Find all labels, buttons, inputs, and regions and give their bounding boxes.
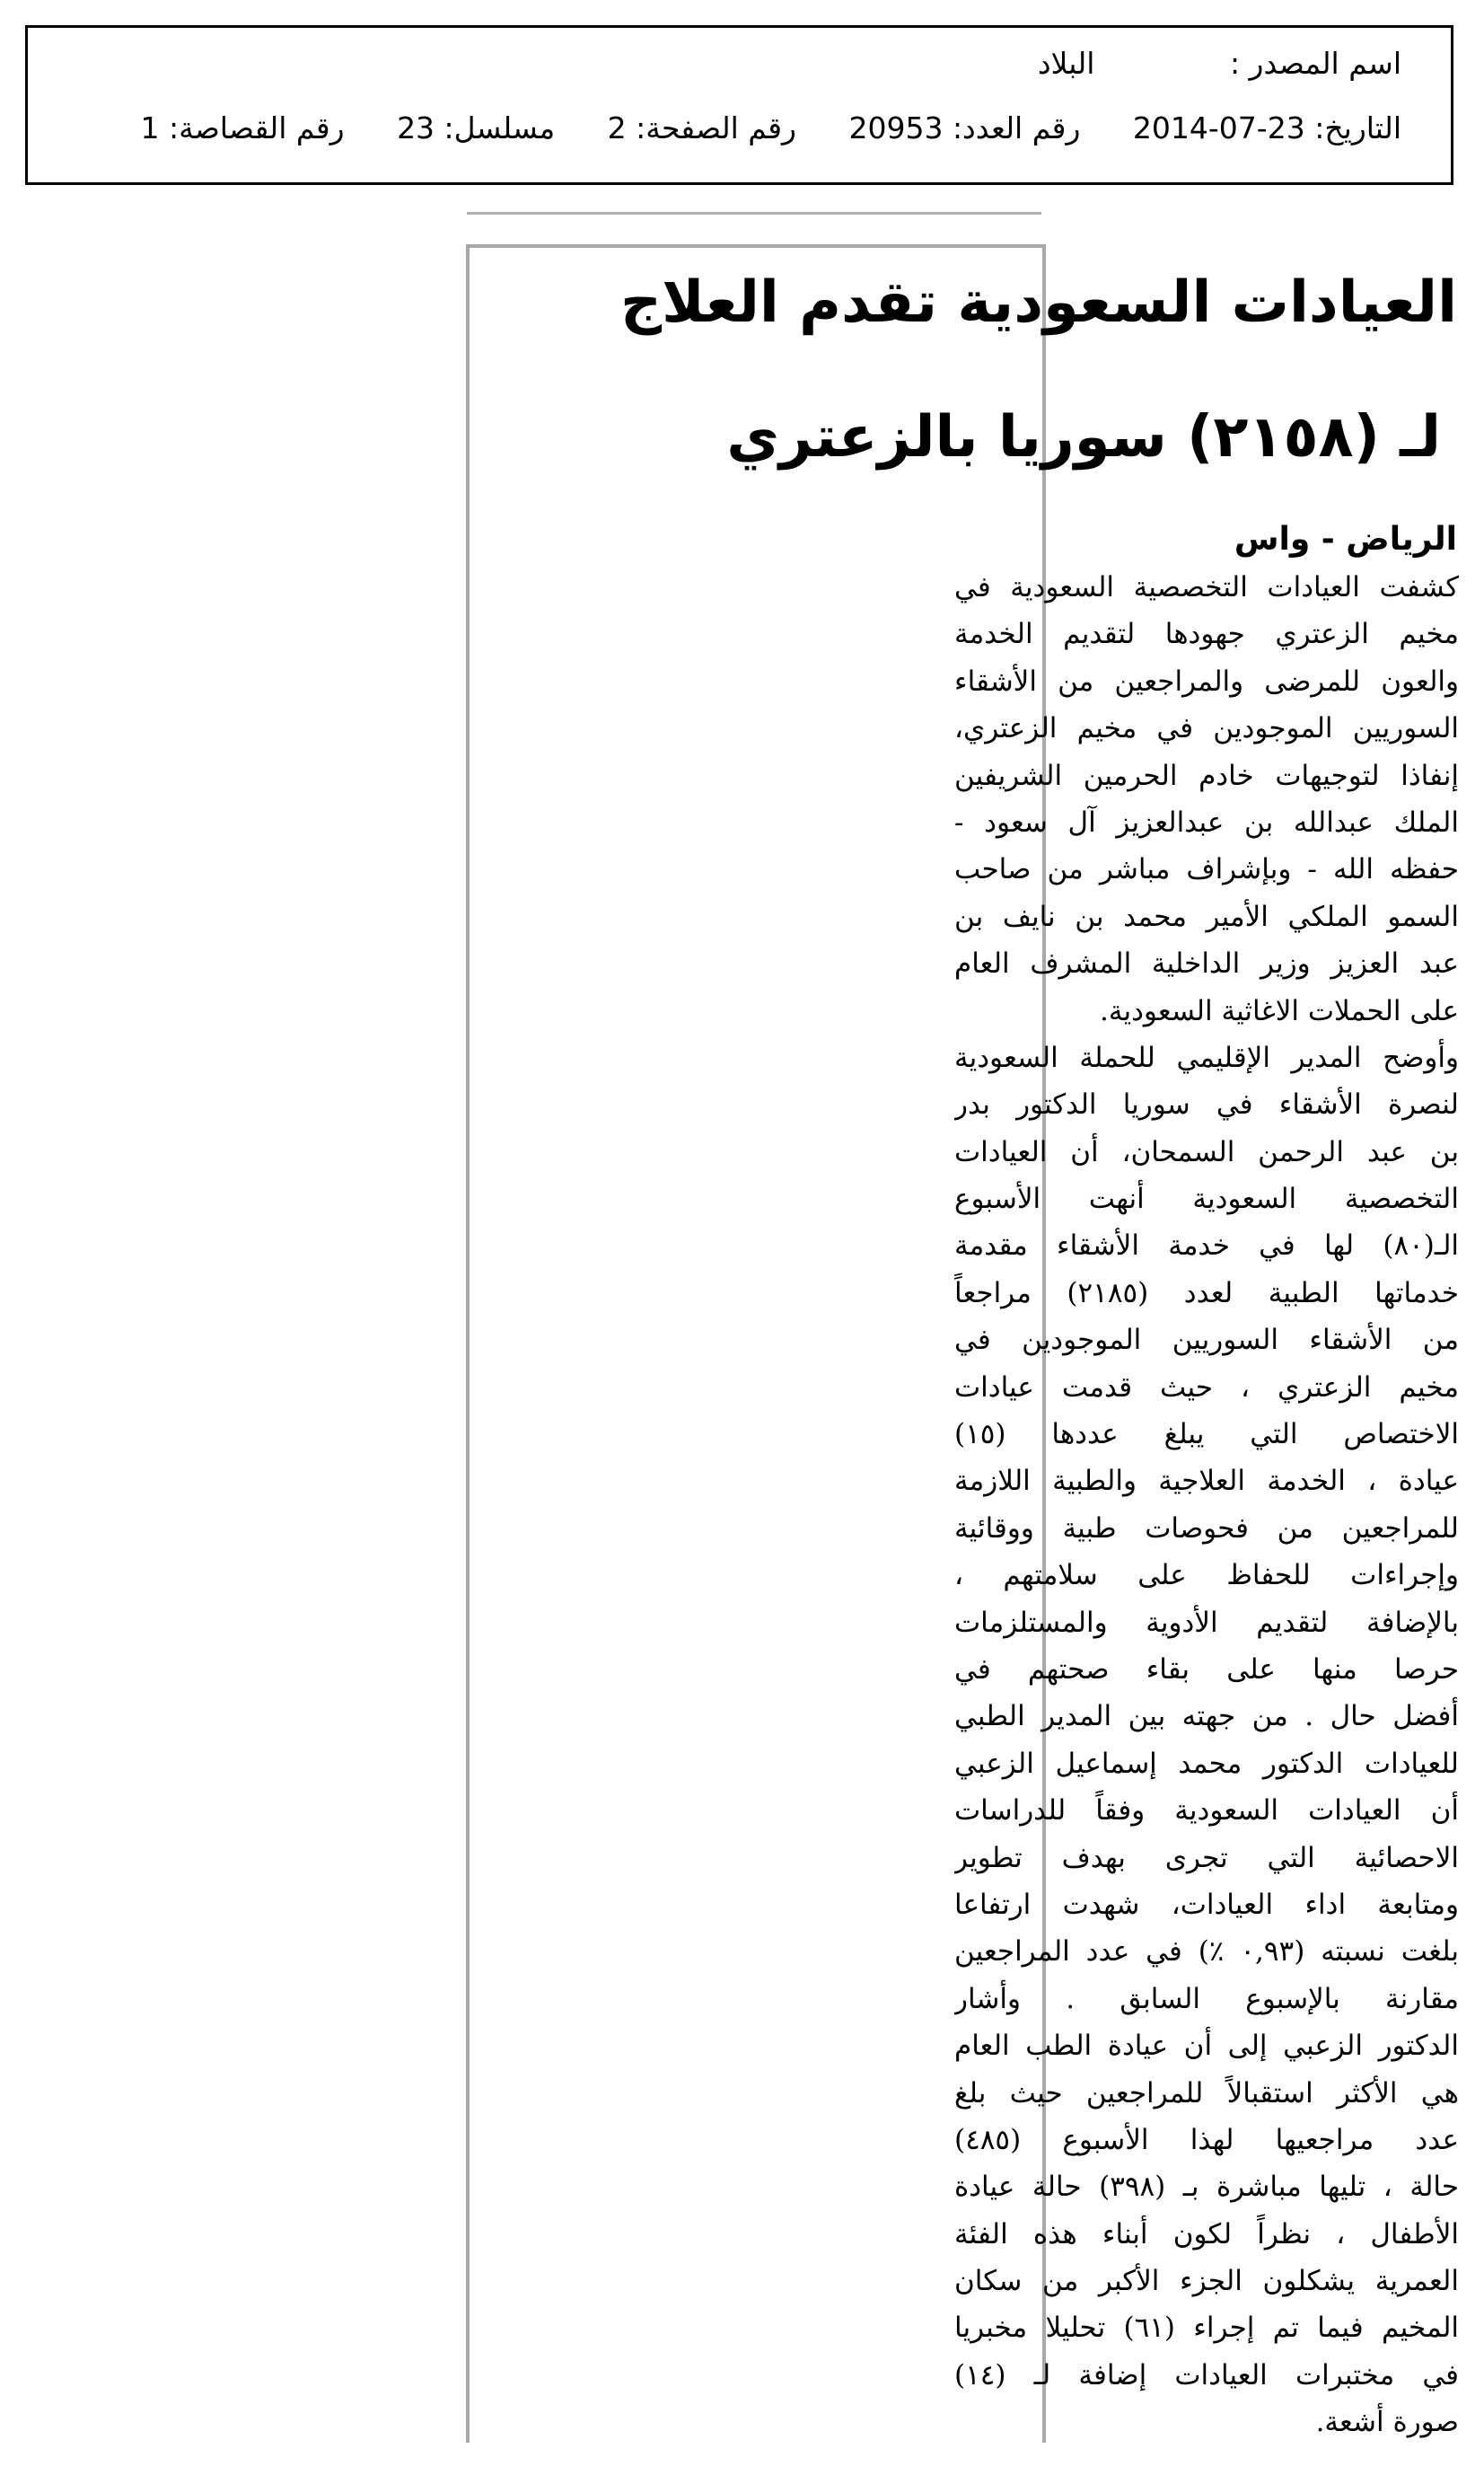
article-line: إنفاذا لتوجيهات خادم الحرمين الشريفين bbox=[954, 759, 1459, 792]
article-line: مقارنة بالإسبوع السابق . وأشار bbox=[954, 1982, 1459, 2015]
serial-number-field: مسلسل: 23 bbox=[397, 110, 556, 145]
article-line: بالإضافة لتقديم الأدوية والمستلزمات bbox=[954, 1606, 1459, 1639]
headline-line-1: العيادات السعودية تقدم العلاج bbox=[620, 269, 1457, 336]
article-line: أفضل حال . من جهته بين المدير الطبي bbox=[954, 1700, 1459, 1733]
article-line: للمراجعين من فحوصات طبية ووقائية bbox=[954, 1511, 1459, 1545]
article-body bbox=[954, 564, 1459, 2446]
article-line: والعون للمرضى والمراجعين من الأشقاء bbox=[954, 665, 1459, 698]
date-field: التاريخ: 23-07-2014 bbox=[1132, 110, 1401, 145]
article-line: بن عبد الرحمن السمحان، أن العيادات bbox=[954, 1135, 1459, 1168]
article-line: في مختبرات العيادات إضافة لـ (١٤) bbox=[954, 2358, 1459, 2391]
source-value: البلاد bbox=[1037, 46, 1095, 81]
article-line: عبد العزيز وزير الداخلية المشرف العام bbox=[954, 947, 1459, 981]
article-line: أن العيادات السعودية وفقاً للدراسات bbox=[954, 1794, 1459, 1828]
article-line: عدد مراجعيها لهذا الأسبوع (٤٨٥) bbox=[954, 2123, 1459, 2156]
article-line: الأطفال ، نظراً لكون أبناء هذه الفئة bbox=[954, 2217, 1459, 2250]
clip-number-field: رقم القصاصة: 1 bbox=[140, 110, 345, 145]
article-line: التخصصية السعودية أنهت الأسبوع bbox=[954, 1183, 1459, 1216]
article-line: خدماتها الطبية لعدد (٢١٨٥) مراجعاً bbox=[954, 1276, 1459, 1309]
article-line: الدكتور الزعبي إلى أن عيادة الطب العام bbox=[954, 2030, 1459, 2063]
article-line: كشفت العيادات التخصصية السعودية في bbox=[954, 571, 1459, 603]
clip-details-row bbox=[97, 110, 1401, 145]
divider-rule bbox=[467, 212, 1041, 215]
article-line: بلغت نسبته (٠,٩٣ ٪) في عدد المراجعين bbox=[954, 1935, 1459, 1969]
article-line: السمو الملكي الأمير محمد بن نايف بن bbox=[954, 900, 1459, 933]
issue-number-field: رقم العدد: 20953 bbox=[848, 110, 1081, 145]
article-line: من الأشقاء السوريين الموجودين في bbox=[954, 1324, 1459, 1357]
article-line: للعيادات الدكتور محمد إسماعيل الزعبي bbox=[954, 1747, 1459, 1780]
article-line: الاحصائية التي تجرى بهدف تطوير bbox=[954, 1841, 1459, 1874]
article-line: ومتابعة اداء العيادات، شهدت ارتفاعا bbox=[954, 1888, 1459, 1921]
article-line: المخيم فيما تم إجراء (٦١) تحليلا مخبريا bbox=[954, 2312, 1459, 2345]
article-line: عيادة ، الخدمة العلاجية والطبية اللازمة bbox=[954, 1465, 1459, 1498]
article-line: الـ(٨٠) لها في خدمة الأشقاء مقدمة bbox=[954, 1229, 1459, 1263]
article-line: مخيم الزعتري جهودها لتقديم الخدمة bbox=[954, 618, 1459, 651]
clipping-metadata-box bbox=[25, 25, 1453, 185]
article-line: الملك عبدالله بن عبدالعزيز آل سعود - bbox=[954, 806, 1459, 839]
article-line: حرصا منها على بقاء صحتهم في bbox=[954, 1652, 1459, 1686]
article-line: لنصرة الأشقاء في سوريا الدكتور بدر bbox=[954, 1088, 1459, 1122]
article-line: حالة ، تليها مباشرة بـ (٣٩٨) حالة عيادة bbox=[954, 2171, 1459, 2204]
source-label: اسم المصدر : bbox=[1229, 46, 1401, 81]
article-line: السوريين الموجودين في مخيم الزعتري، bbox=[954, 712, 1459, 745]
article-line: العمرية يشكلون الجزء الأكبر من سكان bbox=[954, 2265, 1459, 2298]
article-line: صورة أشعة. bbox=[1315, 2406, 1459, 2439]
article-line: هي الأكثر استقبالاً للمراجعين حيث بلغ bbox=[954, 2076, 1459, 2109]
article-line: وأوضح المدير الإقليمي للحملة السعودية bbox=[954, 1041, 1459, 1074]
article-line: وإجراءات للحفاظ على سلامتهم ، bbox=[954, 1559, 1459, 1592]
article-line: مخيم الزعتري ، حيث قدمت عيادات bbox=[954, 1370, 1459, 1404]
article-line: على الحملات الاغاثية السعودية. bbox=[1100, 994, 1459, 1027]
source-row bbox=[1038, 46, 1401, 81]
page-number-field: رقم الصفحة: 2 bbox=[607, 110, 796, 145]
article-dateline: الرياض - واس bbox=[1234, 521, 1457, 558]
article-line: حفظه الله - وبإشراف مباشر من صاحب bbox=[954, 853, 1459, 886]
article-line: الاختصاص التي يبلغ عددها (١٥) bbox=[954, 1418, 1459, 1451]
headline-line-2: لـ (٢١٥٨) سوريا بالزعتري bbox=[726, 404, 1441, 471]
